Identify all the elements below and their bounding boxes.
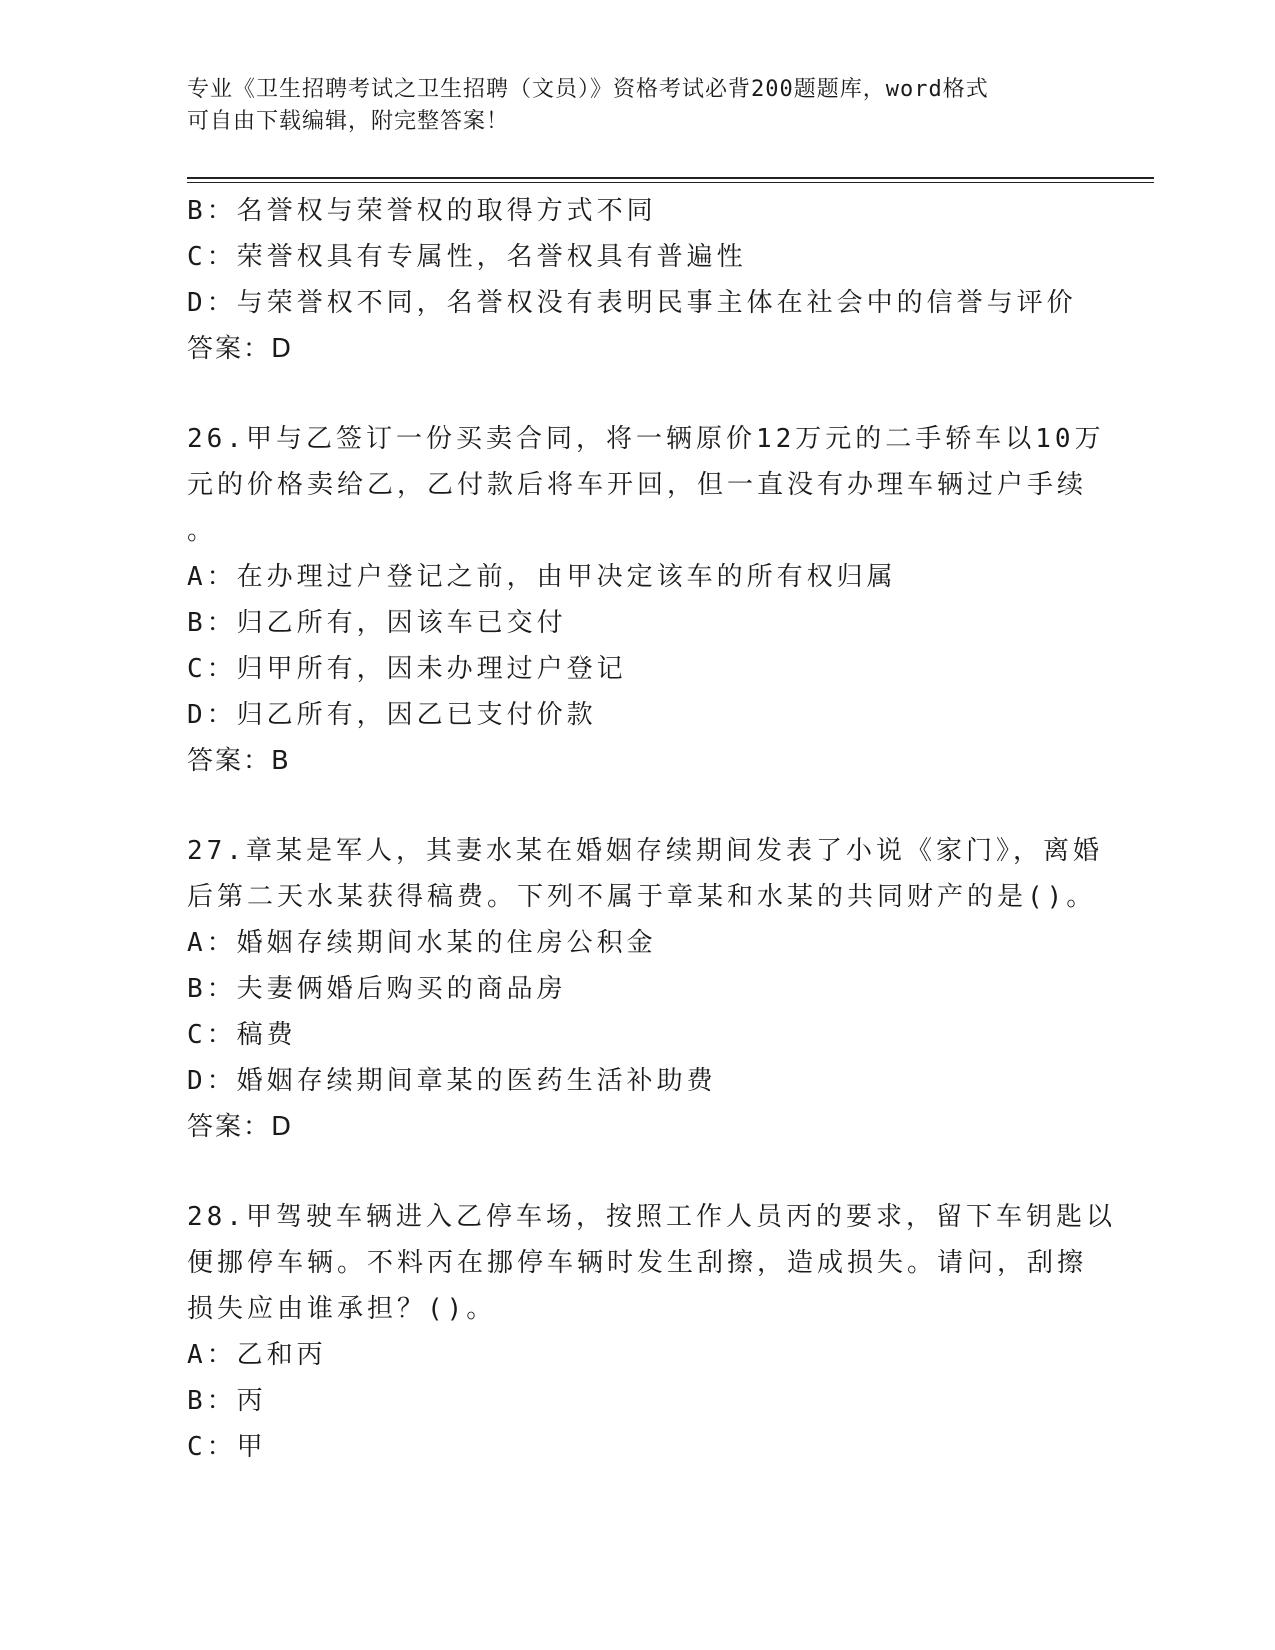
q26-answer: 答案：B [187,746,291,776]
document-body [187,188,1116,1470]
q28-stem-line-2: 便挪停车辆。不料丙在挪停车辆时发生刮擦，造成损失。请问，刮擦 [187,1248,1088,1278]
q26-stem-line-3: 。 [187,516,218,546]
question-27-block [187,828,1103,1150]
header-line-1: 专业《卫生招聘考试之卫生招聘（文员）》资格考试必背200题题库，word格式 [187,77,989,102]
spacer [187,784,1087,828]
q28-stem-line-1: 28.甲驾驶车辆进入乙停车场，按照工作人员丙的要求，留下车钥匙以 [187,1202,1116,1232]
spacer [187,1150,1087,1194]
header-line-2: 可自由下载编辑，附完整答案！ [187,109,510,134]
page-header [187,74,1067,138]
q27-answer: 答案：D [187,1112,294,1142]
q26-option-c: C：归甲所有，因未办理过户登记 [187,654,627,684]
q28-option-a: A：乙和丙 [187,1340,327,1370]
header-divider-thin [187,182,1154,183]
q28-option-c: C：甲 [187,1432,267,1462]
q26-stem-line-1: 26.甲与乙签订一份买卖合同，将一辆原价12万元的二手轿车以10万 [187,424,1105,454]
q28-option-b: B：丙 [187,1386,267,1416]
q27-option-c: C：稿费 [187,1020,297,1050]
q26-stem-line-2: 元的价格卖给乙，乙付款后将车开回，但一直没有办理车辆过户手续 [187,470,1088,500]
q27-option-d: D：婚姻存续期间章某的医药生活补助费 [187,1066,717,1096]
q25-option-b: B：名誉权与荣誉权的取得方式不同 [187,196,657,226]
q25-answer: 答案：D [187,334,294,364]
q25-option-d: D：与荣誉权不同，名誉权没有表明民事主体在社会中的信誉与评价 [187,288,1077,318]
q27-stem-line-2: 后第二天水某获得稿费。下列不属于章某和水某的共同财产的是()。 [187,882,1097,912]
question-26-block [187,416,1105,784]
q26-option-d: D：归乙所有，因乙已支付价款 [187,700,597,730]
header-divider-thick [187,177,1154,179]
q26-option-a: A：在办理过户登记之前，由甲决定该车的所有权归属 [187,562,897,592]
q27-option-a: A：婚姻存续期间水某的住房公积金 [187,928,657,958]
q26-option-b: B：归乙所有，因该车已交付 [187,608,567,638]
q25-option-c: C：荣誉权具有专属性，名誉权具有普遍性 [187,242,747,272]
spacer [187,372,1087,416]
q28-stem-line-3: 损失应由谁承担？()。 [187,1294,497,1324]
question-28-block [187,1194,1116,1470]
q27-stem-line-1: 27.章某是军人，其妻水某在婚姻存续期间发表了小说《家门》，离婚 [187,836,1103,866]
question-25-block [187,188,1087,372]
q27-option-b: B：夫妻俩婚后购买的商品房 [187,974,567,1004]
